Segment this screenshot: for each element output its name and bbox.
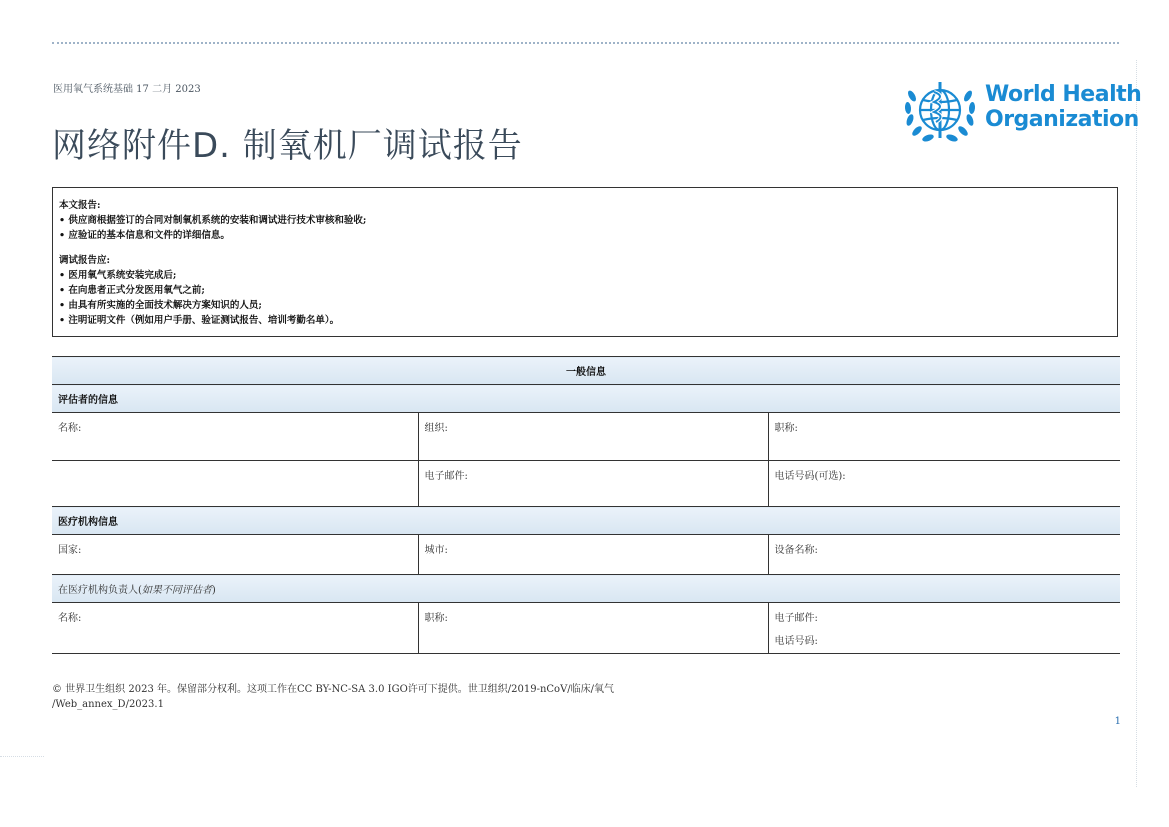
assessor-section-heading: 评估者的信息 — [52, 385, 1120, 413]
assessor-phone-field[interactable]: 电话号码(可选): — [768, 461, 1120, 507]
facility-section-heading: 医疗机构信息 — [52, 507, 1120, 535]
responsible-contact-cell — [768, 603, 1120, 654]
who-wordmark-line1: World Health — [985, 82, 1142, 107]
report-item: • 应验证的基本信息和文件的详细信息。 — [59, 228, 1111, 243]
footer-reference: /Web_annex_D/2023.1 — [52, 699, 164, 710]
report-list — [59, 213, 1111, 243]
who-wordmark-line2: Organization — [985, 107, 1139, 132]
page-title: 网络附件D. 制氧机厂调试报告 — [52, 126, 523, 166]
commission-item: • 由具有所实施的全面技术解决方案知识的人员; — [59, 298, 1111, 313]
commission-item: • 医用氧气系统安装完成后; — [59, 268, 1111, 283]
assessor-blank-cell — [52, 461, 418, 507]
who-wordmark — [985, 82, 1141, 132]
responsible-position-field[interactable]: 职称: — [418, 603, 768, 654]
responsible-email-field[interactable]: 电子邮件: — [774, 613, 818, 624]
responsible-italic: 如果不同评估者 — [141, 585, 212, 596]
facility-country-field[interactable]: 国家: — [52, 535, 418, 575]
facility-city-field[interactable]: 城市: — [418, 535, 768, 575]
assessor-organization-field[interactable]: 组织: — [418, 413, 768, 461]
intro-box — [52, 187, 1118, 337]
table-title: 一般信息 — [52, 357, 1120, 385]
top-dotted-border — [52, 42, 1119, 44]
responsible-person-heading — [52, 575, 1120, 603]
assessor-position-field[interactable]: 职称: — [768, 413, 1120, 461]
commission-heading: 调试报告应: — [59, 255, 111, 266]
assessor-name-field[interactable]: 名称: — [52, 413, 418, 461]
commission-item: • 注明证明文件（例如用户手册、验证测试报告、培训考勤名单）。 — [59, 313, 1111, 328]
page-number: 1 — [1114, 716, 1121, 727]
commission-list — [59, 268, 1111, 328]
general-info-table — [52, 356, 1120, 654]
responsible-suffix: ) — [211, 585, 216, 596]
facility-name-field[interactable]: 设备名称: — [768, 535, 1120, 575]
right-dotted-border — [1136, 60, 1137, 787]
header-running-title: 医用氧气系统基础 17 二月 2023 — [53, 84, 201, 95]
footer-copyright: © 世界卫生组织 2023 年。保留部分权利。这项工作在CC BY-NC-SA 3.0 IGO许可下提供。世卫组织/2019-nCoV/临床/氧气 — [52, 684, 615, 695]
responsible-prefix: 在医疗机构负责人( — [58, 585, 142, 596]
report-heading: 本文报告: — [59, 200, 101, 211]
report-item: • 供应商根据签订的合同对制氧机系统的安装和调试进行技术审核和验收; — [59, 213, 1111, 228]
responsible-name-field[interactable]: 名称: — [52, 603, 418, 654]
responsible-phone-field[interactable]: 电话号码: — [774, 636, 818, 647]
left-dotted-border — [0, 756, 44, 757]
assessor-email-field[interactable]: 电子邮件: — [418, 461, 768, 507]
footer — [52, 682, 614, 712]
who-logo — [903, 76, 1142, 146]
commission-item: • 在向患者正式分发医用氧气之前; — [59, 283, 1111, 298]
who-emblem-icon — [903, 76, 977, 146]
